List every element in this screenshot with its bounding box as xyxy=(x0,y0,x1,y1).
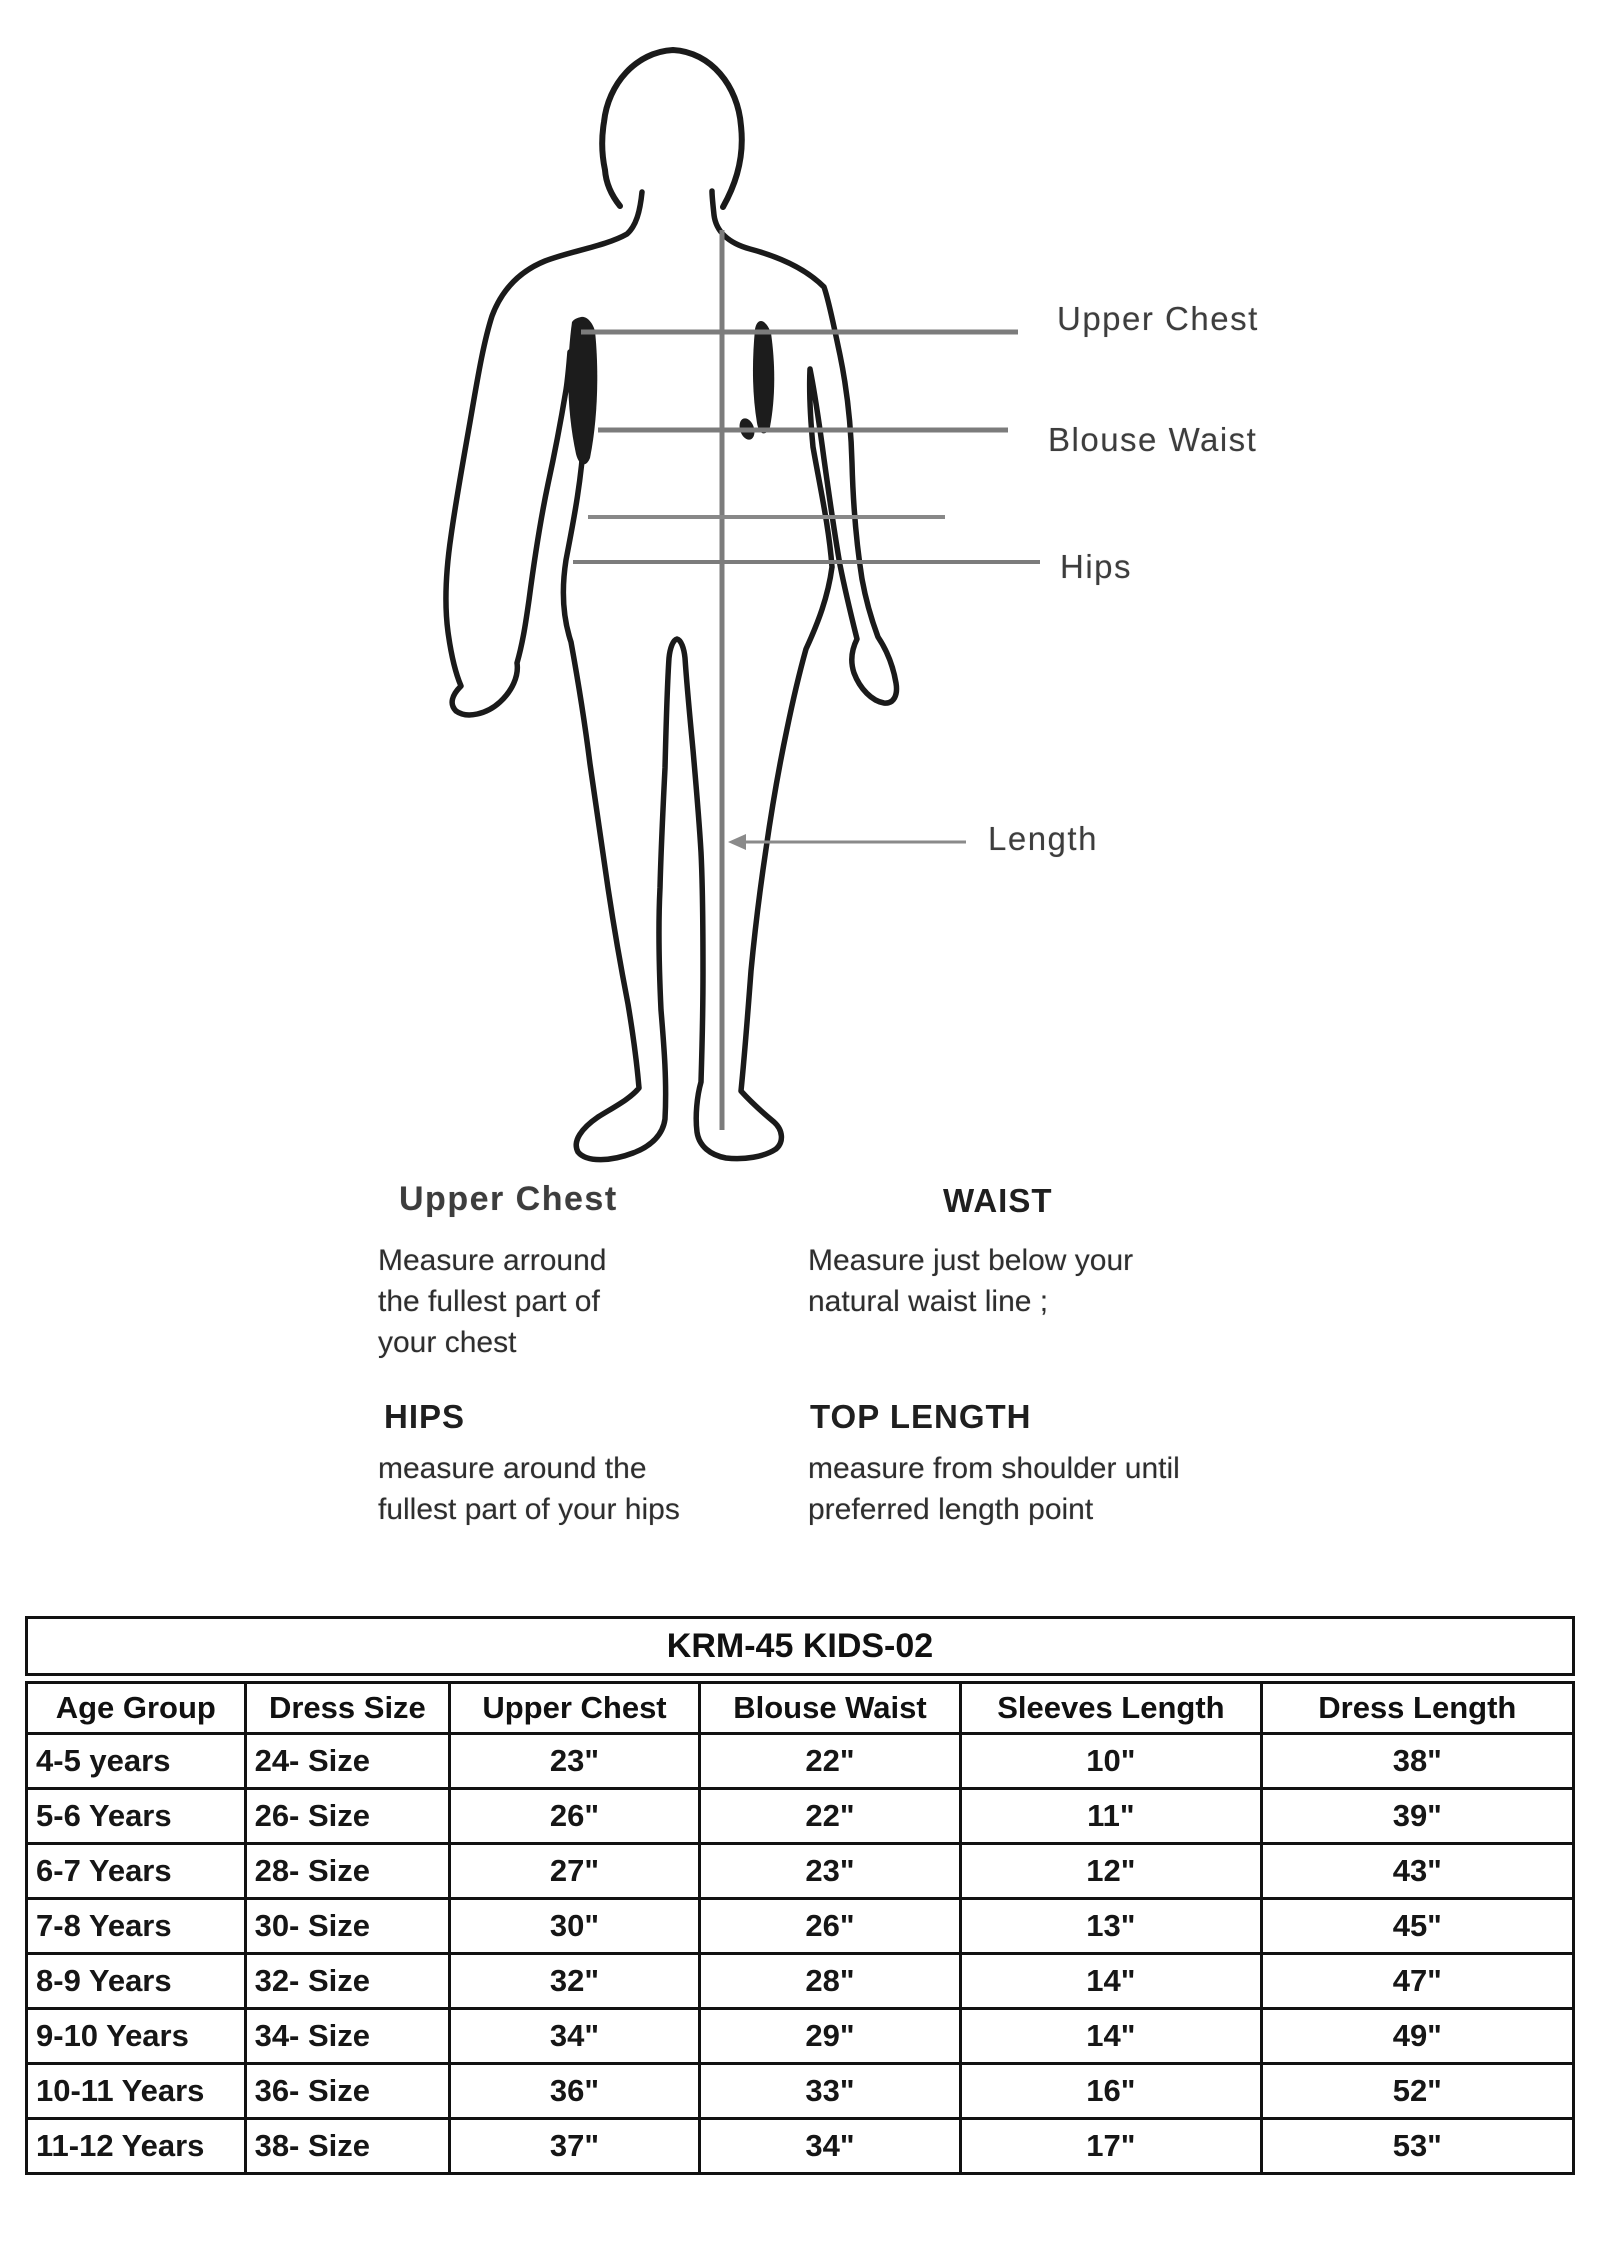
table-row xyxy=(27,2064,1574,2119)
table-cell: 22" xyxy=(699,1789,960,1844)
section-heading-hips: HIPS xyxy=(384,1398,466,1435)
table-cell: 5-6 Years xyxy=(27,1789,246,1844)
table-cell: 52" xyxy=(1261,2064,1573,2119)
table-cell: 36- Size xyxy=(245,2064,450,2119)
table-cell: 24- Size xyxy=(245,1734,450,1789)
col-header-dress-length: Dress Length xyxy=(1261,1683,1573,1734)
label-upper-chest: Upper Chest xyxy=(1057,300,1259,337)
col-header-sleeves-length: Sleeves Length xyxy=(961,1683,1261,1734)
table-cell: 10" xyxy=(961,1734,1261,1789)
table-cell: 14" xyxy=(961,1954,1261,2009)
table-cell: 10-11 Years xyxy=(27,2064,246,2119)
table-cell: 13" xyxy=(961,1899,1261,1954)
table-row xyxy=(27,1954,1574,2009)
table-cell: 27" xyxy=(450,1844,700,1899)
text-line: preferred length point xyxy=(808,1493,1094,1526)
col-header-dress-size: Dress Size xyxy=(245,1683,450,1734)
table-title: KRM-45 KIDS-02 xyxy=(27,1618,1574,1675)
table-cell: 6-7 Years xyxy=(27,1844,246,1899)
table-cell: 4-5 years xyxy=(27,1734,246,1789)
table-row xyxy=(27,2119,1574,2174)
table-cell: 29" xyxy=(699,2009,960,2064)
table-cell: 12" xyxy=(961,1844,1261,1899)
table-row xyxy=(27,1734,1574,1789)
table-row xyxy=(27,1899,1574,1954)
table-cell: 11" xyxy=(961,1789,1261,1844)
label-blouse-waist: Blouse Waist xyxy=(1048,421,1258,458)
double-rule-gap xyxy=(27,1675,1574,1683)
table-cell: 14" xyxy=(961,2009,1261,2064)
table-cell: 38- Size xyxy=(245,2119,450,2174)
head-outline xyxy=(602,50,742,207)
section-text-top-length xyxy=(808,1448,1180,1530)
table-row xyxy=(27,1789,1574,1844)
table-cell: 22" xyxy=(699,1734,960,1789)
text-line: Measure just below your xyxy=(808,1244,1134,1277)
table-cell: 32" xyxy=(450,1954,700,2009)
text-line: the fullest part of xyxy=(378,1285,600,1318)
col-header-age-group: Age Group xyxy=(27,1683,246,1734)
section-heading-top-length: TOP LENGTH xyxy=(810,1398,1032,1435)
table-cell: 33" xyxy=(699,2064,960,2119)
double-rule-spacer xyxy=(27,1675,1574,1683)
table-cell: 23" xyxy=(699,1844,960,1899)
table-cell: 9-10 Years xyxy=(27,2009,246,2064)
table-cell: 26" xyxy=(699,1899,960,1954)
table-cell: 36" xyxy=(450,2064,700,2119)
table-cell: 26- Size xyxy=(245,1789,450,1844)
section-heading-upper-chest: Upper Chest xyxy=(399,1180,618,1218)
table-cell: 38" xyxy=(1261,1734,1573,1789)
table-cell: 30- Size xyxy=(245,1899,450,1954)
table-cell: 28- Size xyxy=(245,1844,450,1899)
text-line: measure from shoulder until xyxy=(808,1452,1180,1485)
table-cell: 7-8 Years xyxy=(27,1899,246,1954)
label-hips: Hips xyxy=(1060,548,1133,585)
section-text-upper-chest xyxy=(378,1240,606,1363)
table-cell: 23" xyxy=(450,1734,700,1789)
table-cell: 11-12 Years xyxy=(27,2119,246,2174)
table-cell: 43" xyxy=(1261,1844,1573,1899)
body-outline xyxy=(446,191,897,1160)
table-cell: 32- Size xyxy=(245,1954,450,2009)
table-cell: 17" xyxy=(961,2119,1261,2174)
text-line: your chest xyxy=(378,1326,517,1359)
table-cell: 34- Size xyxy=(245,2009,450,2064)
table-header-row xyxy=(27,1683,1574,1734)
text-line: Measure arround xyxy=(378,1244,607,1277)
underarm-mark-left xyxy=(568,317,597,465)
section-text-hips xyxy=(378,1448,680,1530)
size-chart-table xyxy=(25,1616,1575,2175)
table-cell: 28" xyxy=(699,1954,960,2009)
section-heading-waist: WAIST xyxy=(943,1182,1053,1219)
table-cell: 34" xyxy=(699,2119,960,2174)
table-cell: 53" xyxy=(1261,2119,1573,2174)
table-cell: 47" xyxy=(1261,1954,1573,2009)
table-cell: 34" xyxy=(450,2009,700,2064)
table-cell: 39" xyxy=(1261,1789,1573,1844)
table-row xyxy=(27,1844,1574,1899)
table-title-row xyxy=(27,1618,1574,1675)
underarm-mark-right xyxy=(753,321,774,433)
text-line: fullest part of your hips xyxy=(378,1493,680,1526)
table-cell: 37" xyxy=(450,2119,700,2174)
table-cell: 16" xyxy=(961,2064,1261,2119)
table-cell: 26" xyxy=(450,1789,700,1844)
col-header-upper-chest: Upper Chest xyxy=(450,1683,700,1734)
table-cell: 30" xyxy=(450,1899,700,1954)
col-header-blouse-waist: Blouse Waist xyxy=(699,1683,960,1734)
text-line: natural waist line ; xyxy=(808,1285,1049,1318)
text-line: measure around the xyxy=(378,1452,647,1485)
table-cell: 49" xyxy=(1261,2009,1573,2064)
label-length: Length xyxy=(988,820,1098,857)
table-cell: 45" xyxy=(1261,1899,1573,1954)
length-arrow-icon xyxy=(728,834,746,850)
section-text-waist xyxy=(808,1240,1133,1322)
table-cell: 8-9 Years xyxy=(27,1954,246,2009)
table-row xyxy=(27,2009,1574,2064)
